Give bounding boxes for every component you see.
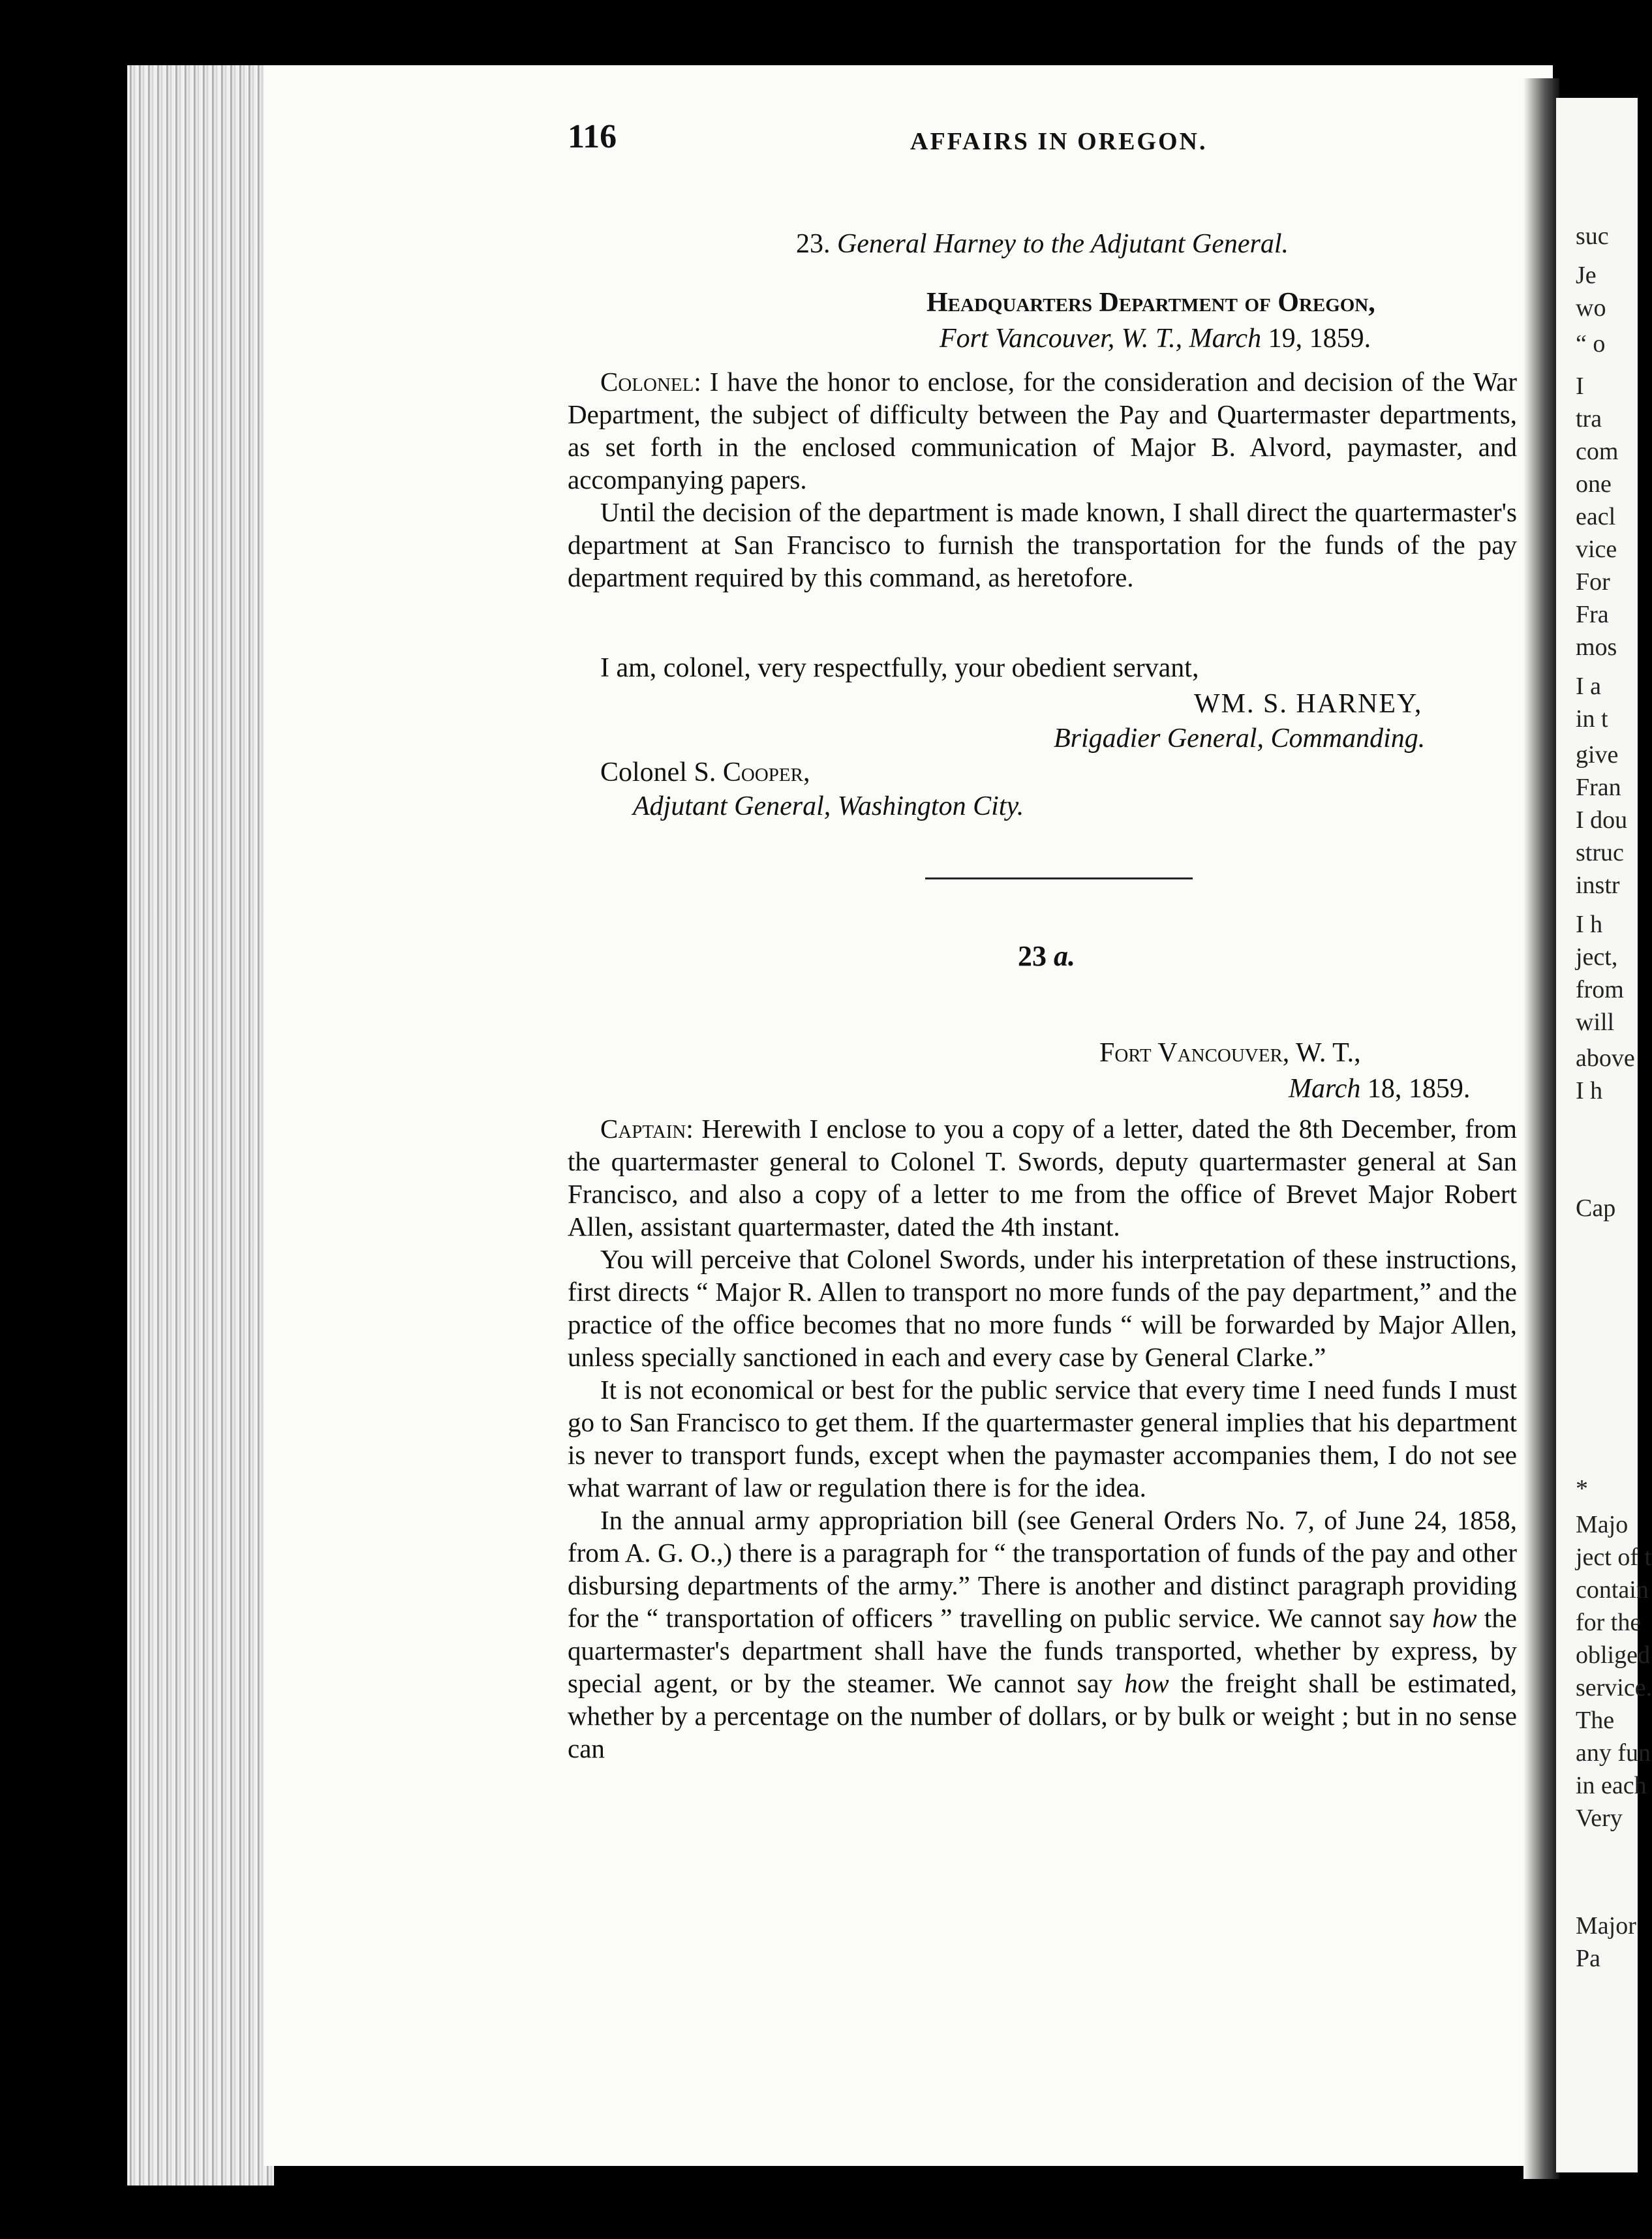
letter-place: Fort Vancouver, W. T.,	[1099, 1038, 1361, 1068]
book-gutter	[1523, 78, 1559, 2179]
addressee-title: Adjutant General, Washington City.	[633, 791, 1024, 821]
adjacent-page-fragment: I a	[1576, 673, 1602, 700]
adjacent-page-fragment: Very	[1576, 1805, 1623, 1832]
letter-date: March 18, 1859.	[1289, 1074, 1471, 1104]
letter-title: General Harney to the Adjutant General.	[836, 229, 1289, 259]
letter-heading	[568, 228, 1517, 260]
adjacent-page-fragment: for the	[1576, 1609, 1642, 1636]
adjacent-page-fragment: eacl	[1576, 503, 1616, 530]
paragraph: You will perceive that Colonel Swords, under his interpretation of these instructions, first directs “ Major R. Allen to transport no more funds of the pay department,” and the practice of the office becomes that no more funds “ will be forwarded by Major Allen, unless specially sanctioned in each and every case by General Clarke.”	[568, 1244, 1517, 1372]
adjacent-page-fragment: one	[1576, 470, 1612, 498]
closing: I am, colonel, very respectfully, your obedient servant,	[600, 653, 1199, 683]
adjacent-page-fragment: Je	[1576, 262, 1597, 289]
adjacent-page-fragment: Cap	[1576, 1195, 1616, 1222]
salutation: Captain	[600, 1114, 686, 1144]
adjacent-page-fragment: Majo	[1576, 1511, 1629, 1538]
adjacent-page-fragment: struc	[1576, 839, 1624, 866]
letter-body	[568, 365, 1517, 594]
adjacent-page-fragment: suc	[1576, 222, 1609, 250]
adjacent-page-fragment: above	[1576, 1044, 1635, 1072]
letter-date: 19, 1859.	[1268, 324, 1371, 354]
adjacent-page-fragment: The	[1576, 1707, 1615, 1734]
adjacent-page-fragment: give	[1576, 741, 1619, 769]
signature-title: Brigadier General, Commanding.	[1054, 723, 1426, 754]
paragraph: Colonel: I have the honor to enclose, for the consideration and decision of the War Department, the subject of difficulty between the Pay and Quartermaster departments, as set forth in the enclosed communication of Major B. Alvord, paymaster, and accompanying papers.	[568, 367, 1517, 495]
letter-number: 23 a.	[1018, 940, 1075, 972]
paragraph: It is not economical or best for the public service that every time I need funds I must go to San Francisco to get them. If the quartermaster general implies that his department is never to transport funds, except when the paymaster accompanies them, I do not see what warrant of law or regulation there is for the idea.	[568, 1375, 1517, 1502]
adjacent-page-fragment: “ o	[1576, 330, 1606, 358]
letter-number: 23.	[795, 229, 831, 259]
adjacent-page-fragment: any fun	[1576, 1739, 1651, 1767]
adjacent-page-fragment: Fran	[1576, 774, 1621, 801]
paragraph: In the annual army appropriation bill (see General Orders No. 7, of June 24, 1858, from A. G. O.,) there is a paragraph for “ the transportation of funds of the pay and other disbursing departments of the army.” There is another and distinct paragraph providing for the “ transportation of officers ” travelling on public service. We cannot say how the quartermaster's department shall have the funds transported, whether by express, by special agent, or by the steamer. We cannot say how the freight shall be estimated, whether by a percentage on the number of dollars, or by bulk or weight ; but in no sense can	[568, 1505, 1518, 1763]
adjacent-page-fragment: in t	[1576, 705, 1608, 733]
adjacent-page-fragment: I h	[1576, 911, 1603, 938]
salutation: Colonel	[600, 367, 694, 397]
running-head-title: AFFAIRS IN OREGON.	[910, 128, 1208, 155]
adjacent-page-fragment: I dou	[1576, 806, 1628, 834]
adjacent-page	[1556, 98, 1652, 2172]
adjacent-page-fragment: Fra	[1576, 601, 1609, 628]
page-number: 116	[568, 118, 617, 155]
adjacent-page-fragment: Major	[1576, 1912, 1636, 1940]
adjacent-page-fragment: will	[1576, 1009, 1615, 1036]
letter-headquarters: Headquarters Department of Oregon,	[926, 288, 1375, 318]
adjacent-page-fragment: tra	[1576, 405, 1602, 433]
addressee-name: Colonel S. Cooper,	[600, 757, 810, 787]
adjacent-page-fragment: I	[1576, 373, 1584, 400]
adjacent-page-fragment: instr	[1576, 872, 1620, 899]
adjacent-page-fragment: obliged	[1576, 1641, 1650, 1669]
adjacent-page-fragment: contain	[1576, 1576, 1649, 1604]
adjacent-page-fragment: mos	[1576, 633, 1617, 661]
section-divider	[925, 877, 1193, 879]
letter-place-date	[940, 323, 1371, 354]
paragraph: Captain: Herewith I enclose to you a copy of a letter, dated the 8th December, from the quartermaster general to Colonel T. Swords, deputy quartermaster general at San Francisco, and also a copy of a letter to me from the office of Brevet Major Robert Allen, assistant quartermaster, dated the 4th instant.	[568, 1114, 1517, 1241]
signature-name: WM. S. HARNEY,	[1194, 689, 1423, 719]
adjacent-page-fragment: wo	[1576, 294, 1606, 322]
adjacent-page-fragment: service.	[1576, 1674, 1652, 1701]
paragraph: Until the decision of the department is made known, I shall direct the quartermaster's department at San Francisco to furnish the transportation for the funds of the pay department required by this command, as heretofore.	[568, 497, 1517, 592]
adjacent-page-fragment: *	[1576, 1475, 1588, 1502]
adjacent-page-fragment: from	[1576, 976, 1624, 1003]
adjacent-page-fragment: vice	[1576, 536, 1617, 563]
adjacent-page-fragment: ject of t	[1576, 1544, 1652, 1571]
adjacent-page-fragment: For	[1576, 568, 1610, 596]
book-page-edges	[127, 65, 274, 2186]
adjacent-page-fragment: in each	[1576, 1772, 1647, 1799]
letter-body	[568, 1112, 1517, 1765]
letter-place: Fort Vancouver, W. T., March	[940, 324, 1262, 354]
adjacent-page-fragment: I h	[1576, 1077, 1603, 1104]
adjacent-page-fragment: com	[1576, 438, 1619, 465]
adjacent-page-fragment: ject,	[1576, 943, 1618, 971]
adjacent-page-fragment: Pa	[1576, 1945, 1600, 1972]
